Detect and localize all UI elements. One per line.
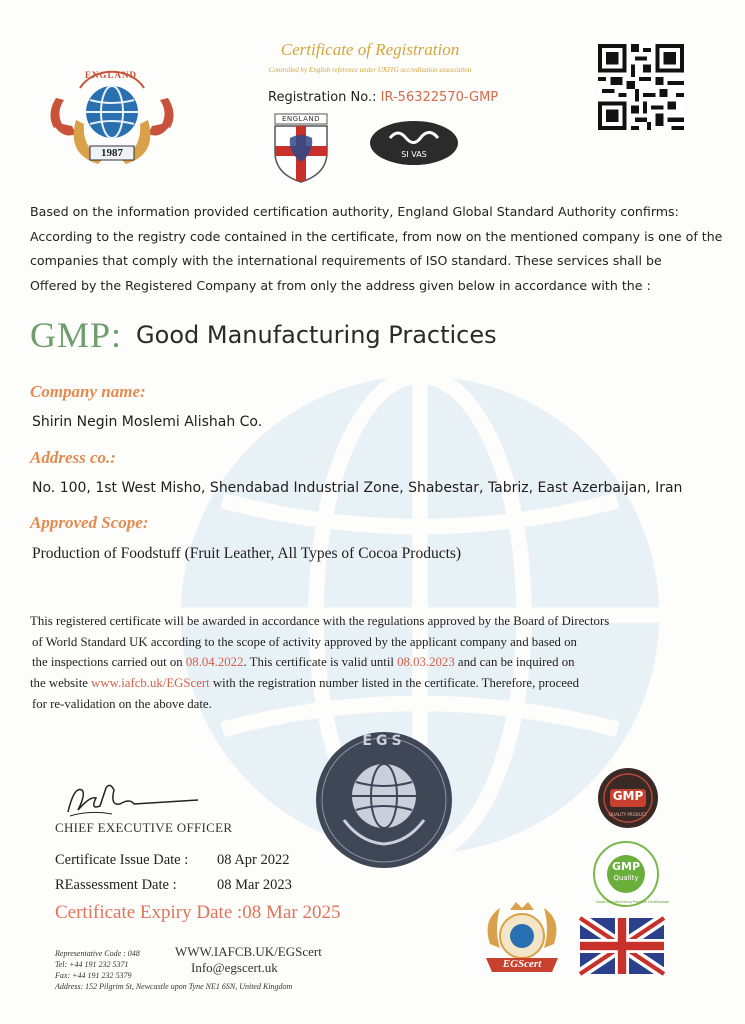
- body-line: the website www.iafcb.uk/EGScert with the registration number listed in the certificate. Therefore, proceed: [30, 676, 580, 691]
- telephone: Tel: +44 191 232 5371: [55, 960, 129, 969]
- website-link[interactable]: www.iafcb.uk/EGScert: [91, 676, 210, 691]
- representative-code: Representative Code : 048: [55, 949, 140, 958]
- address-value: No. 100, 1st West Misho, Shendabad Industrial Zone, Shabestar, Tabriz, East Azerbaijan, Iran: [32, 480, 683, 496]
- inspection-date: 08.04.2022: [185, 655, 244, 670]
- body-line: This registered certificate will be awarded in accordance with the regulations approved by the Board of Directors: [30, 614, 610, 628]
- sivas-text: SI VAS: [401, 150, 427, 159]
- contact-website[interactable]: WWW.IAFCB.UK/EGScert: [175, 944, 322, 959]
- logo-country-text: ENGLAND: [84, 70, 137, 80]
- certificate-subtitle: Controlled by English reference under UKITG accreditation association: [268, 66, 472, 74]
- validity-paragraph: [30, 611, 720, 715]
- valid-until-date: 08.03.2023: [397, 655, 455, 670]
- expiry-date-value: 08 Mar 2025: [242, 902, 341, 923]
- company-name-value: Shirin Negin Moslemi Alishah Co.: [32, 414, 263, 430]
- gmp-green-sub-text: Quality: [613, 874, 639, 882]
- ceo-signature-icon: [60, 776, 200, 822]
- crest-label: ENGLAND: [281, 115, 321, 123]
- contact-web: [175, 944, 322, 976]
- reassessment-date-value: 08 Mar 2023: [217, 877, 292, 893]
- standard-heading: [30, 314, 497, 356]
- intro-line: According to the registry code contained in the certificate, from now on the mentioned company is one of the: [30, 228, 723, 244]
- registration-line: [268, 90, 498, 105]
- body-line: of World Standard UK according to the scope of activity approved by the applicant company and based on: [32, 634, 577, 649]
- company-name-label: Company name:: [30, 382, 146, 401]
- qr-code-icon: [598, 44, 684, 130]
- intro-line: Based on the information provided certification authority, England Global Standard Authority confirms:: [30, 204, 679, 219]
- gmp-green-ring-text: Good Manufacturing Practice Certification: [596, 900, 670, 904]
- reassessment-date-label: REassessment Date :: [55, 877, 177, 893]
- gmp-green-text: GMP: [611, 860, 641, 873]
- england-1987-logo: [42, 64, 182, 176]
- contact-email[interactable]: Info@egscert.uk: [191, 960, 278, 975]
- issue-date-label: Certificate Issue Date :: [55, 852, 189, 868]
- registration-label: Registration No.:: [268, 90, 377, 105]
- scope-label: Approved Scope:: [30, 513, 149, 532]
- intro-line: companies that comply with the international requirements of ISO standard. These services shall be: [30, 253, 662, 268]
- body-line: for re-validation on the above date.: [32, 696, 212, 711]
- gmp-quality-ring-text: QUALITY PRODUCT: [609, 812, 647, 817]
- logo-year-text: 1987: [101, 147, 123, 159]
- certificate-title: Certificate of Registration: [280, 40, 460, 59]
- intro-line: Offered by the Registered Company at from only the address given below in accordance with the :: [30, 277, 651, 293]
- fax: Fax: +44 191 232 5379: [55, 971, 132, 980]
- scope-value: Production of Foodstuff (Fruit Leather, All Types of Cocoa Products): [32, 545, 462, 562]
- postal-address: Address: 152 Pilgrim St, Newcastle upon Tyne NE1 6SN, United Kingdom: [55, 982, 293, 991]
- registration-number: IR-56322570-GMP: [380, 90, 499, 105]
- gmp-quality-text: GMP: [612, 789, 644, 803]
- sivas-logo-icon: [368, 118, 460, 168]
- expiry-date-label: Certificate Expiry Date :: [55, 902, 243, 923]
- uk-flag-icon: [580, 918, 664, 974]
- egs-hologram-seal-icon: [314, 730, 454, 870]
- expiry-date-row: [55, 902, 340, 924]
- body-line: the inspections carried out on 08.04.2022. This certificate is valid until 08.03.2023 and can be inquired on: [32, 655, 575, 670]
- issue-date-value: 08 Apr 2022: [217, 852, 290, 868]
- address-label: Address co.:: [30, 448, 116, 467]
- issue-date-row: [55, 852, 290, 869]
- standard-abbreviation: GMP:: [30, 315, 123, 355]
- standard-name: Good Manufacturing Practices: [136, 321, 497, 349]
- intro-paragraph: [30, 200, 723, 298]
- egs-seal-text: EGS: [362, 733, 406, 749]
- ceo-label: CHIEF EXECUTIVE OFFICER: [55, 820, 233, 835]
- reassessment-date-row: [55, 877, 292, 894]
- egscert-label: EGScert: [502, 958, 542, 970]
